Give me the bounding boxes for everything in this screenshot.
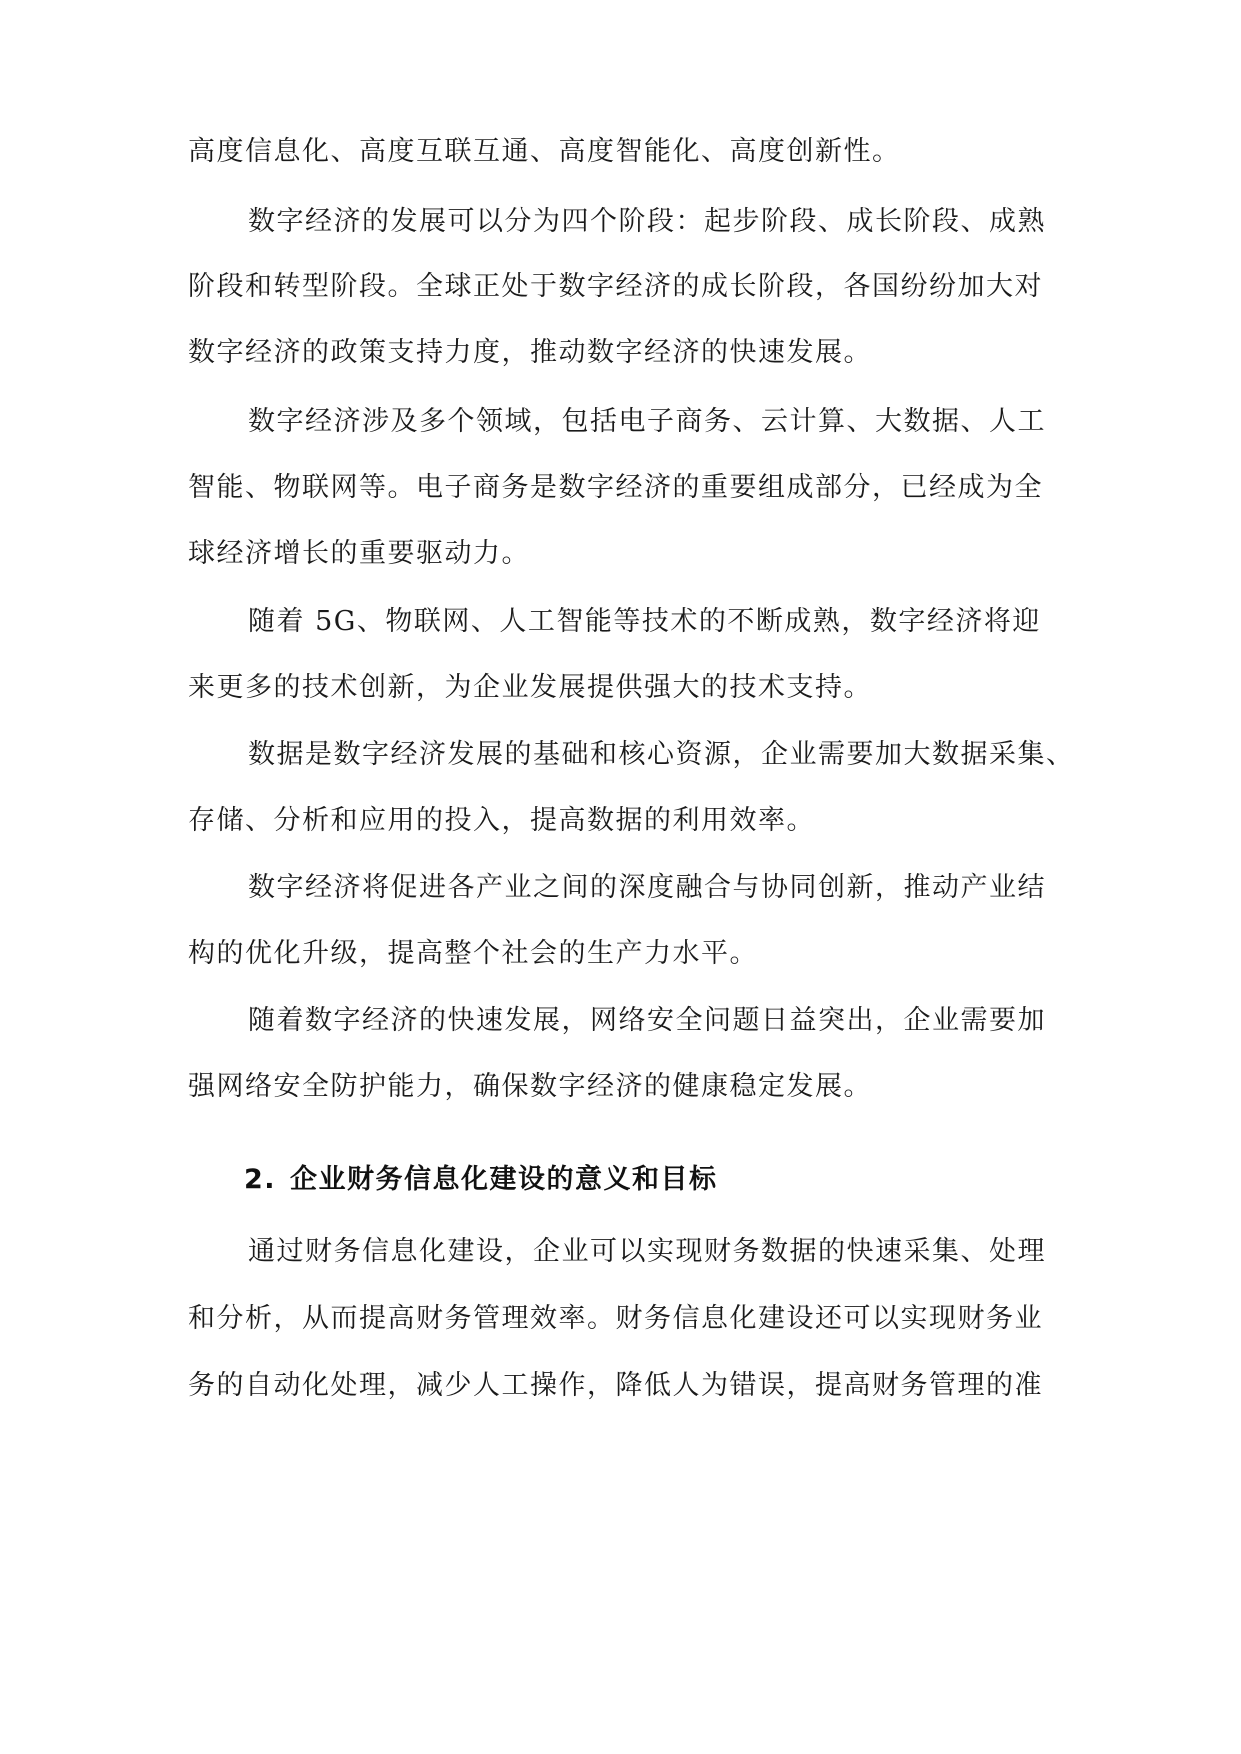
paragraph-8-line-1: 通过财务信息化建设，企业可以实现财务数据的快速采集、处理	[248, 1236, 1046, 1267]
paragraph-3-line-2: 智能、物联网等。电子商务是数字经济的重要组成部分，已经成为全	[188, 472, 1043, 503]
paragraph-7-line-1: 随着数字经济的快速发展，网络安全问题日益突出，企业需要加	[248, 1005, 1046, 1036]
paragraph-4-line-1: 随着 5G、物联网、人工智能等技术的不断成熟，数字经济将迎	[248, 606, 1041, 637]
paragraph-7-line-2: 强网络安全防护能力，确保数字经济的健康稳定发展。	[188, 1071, 872, 1102]
paragraph-5-line-1: 数据是数字经济发展的基础和核心资源，企业需要加大数据采集、	[248, 739, 1075, 770]
paragraph-6-line-2: 构的优化升级，提高整个社会的生产力水平。	[188, 938, 758, 969]
paragraph-3-line-1: 数字经济涉及多个领域，包括电子商务、云计算、大数据、人工	[248, 406, 1046, 437]
paragraph-2-line-3: 数字经济的政策支持力度，推动数字经济的快速发展。	[188, 337, 872, 368]
section-title: 企业财务信息化建设的意义和目标	[290, 1164, 718, 1195]
section-heading	[244, 1160, 718, 1200]
paragraph-5-line-2: 存储、分析和应用的投入，提高数据的利用效率。	[188, 805, 815, 836]
paragraph-1-line-1: 高度信息化、高度互联互通、高度智能化、高度创新性。	[188, 136, 901, 167]
paragraph-4-line-2: 来更多的技术创新，为企业发展提供强大的技术支持。	[188, 672, 872, 703]
section-number: 2.	[244, 1164, 277, 1195]
paragraph-2-line-2: 阶段和转型阶段。全球正处于数字经济的成长阶段，各国纷纷加大对	[188, 271, 1043, 302]
paragraph-8-line-2: 和分析，从而提高财务管理效率。财务信息化建设还可以实现财务业	[188, 1303, 1043, 1334]
paragraph-8-line-3: 务的自动化处理，减少人工操作，降低人为错误，提高财务管理的准	[188, 1370, 1043, 1401]
paragraph-6-line-1: 数字经济将促进各产业之间的深度融合与协同创新，推动产业结	[248, 872, 1046, 903]
paragraph-2-line-1: 数字经济的发展可以分为四个阶段：起步阶段、成长阶段、成熟	[248, 206, 1046, 237]
paragraph-3-line-3: 球经济增长的重要驱动力。	[188, 538, 530, 569]
